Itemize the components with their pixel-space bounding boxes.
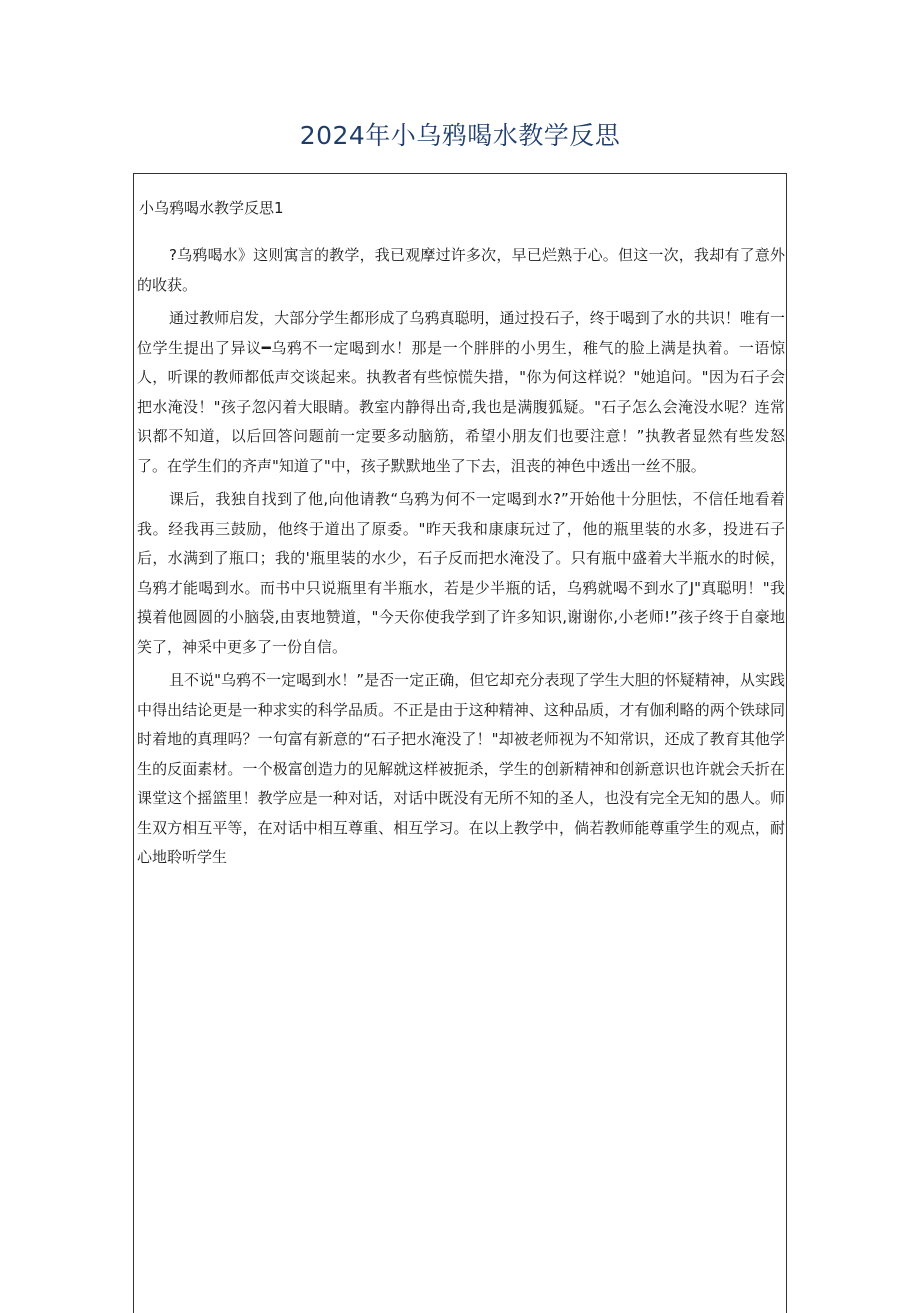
paragraph: 且不说"乌鸦不一定喝到水！”是否一定正确，但它却充分表现了学生大胆的怀疑精神，从实践中得出结论更是一种求实的科学品质。不正是由于这种精神、这种品质，才有伽利略的两个铁球同时着地的真理吗？一句富有新意的“石子把水淹没了！"却被老师视为不知常识，还成了教育其他学生的反面素材。一个极富创造力的见解就这样被扼杀，学生的创新精神和创新意识也许就会夭折在课堂这个摇篮里！教学应是一种对话，对话中既没有无所不知的圣人，也没有完全无知的愚人。师生双方相互平等，在对话中相互尊重、相互学习。在以上教学中，倘若教师能尊重学生的观点，耐心地聆听学生 xyxy=(137,671,785,866)
body-text xyxy=(137,241,785,877)
paragraph: ?乌鸦喝水》这则寓言的教学，我已观摩过许多次，早已烂熟于心。但这一次，我却有了意外的收获。 xyxy=(137,246,785,294)
paragraph: 通过教师启发，大部分学生都形成了乌鸦真聪明，通过投石子，终于喝到了水的共识！唯有一位学生提出了异议━乌鸦不一定喝到水！那是一个胖胖的小男生，稚气的脸上满是执着。一语惊人，听课的教师都低声交谈起来。执教者有些惊慌失措，"你为何这样说？"她追问。"因为石子会把水淹没！"孩子忽闪着大眼睛。教室内静得出奇,我也是满腹狐疑。"石子怎么会淹没水呢？连常识都不知道，以后回答问题前一定要多动脑筋，希望小朋友们也要注意！”执教者显然有些发怒了。在学生们的齐声"知道了"中，孩子默默地坐了下去，沮丧的神色中透出一丝不服。 xyxy=(137,309,785,475)
paragraph: 课后，我独自找到了他,向他请教“乌鸦为何不一定喝到水?”开始他十分胆怯，不信任地看着我。经我再三鼓励，他终于道出了原委。"昨天我和康康玩过了，他的瓶里装的水多，投进石子后，水满到了瓶口；我的'瓶里装的水少，石子反而把水淹没了。只有瓶中盛着大半瓶水的时候，乌鸦才能喝到水。而书中只说瓶里有半瓶水，若是少半瓶的话，乌鸦就喝不到水了J"真聪明！"我摸着他圆圆的小脑袋,由衷地赞道，"今天你使我学到了许多知识,谢谢你,小老师!”孩子终于自豪地笑了，神采中更多了一份自信。 xyxy=(137,490,785,656)
content-frame xyxy=(133,173,787,1313)
section-heading: 小乌鸦喝水教学反思1 xyxy=(139,199,284,217)
document-title: 2024年小乌鸦喝水教学反思 xyxy=(299,121,621,150)
